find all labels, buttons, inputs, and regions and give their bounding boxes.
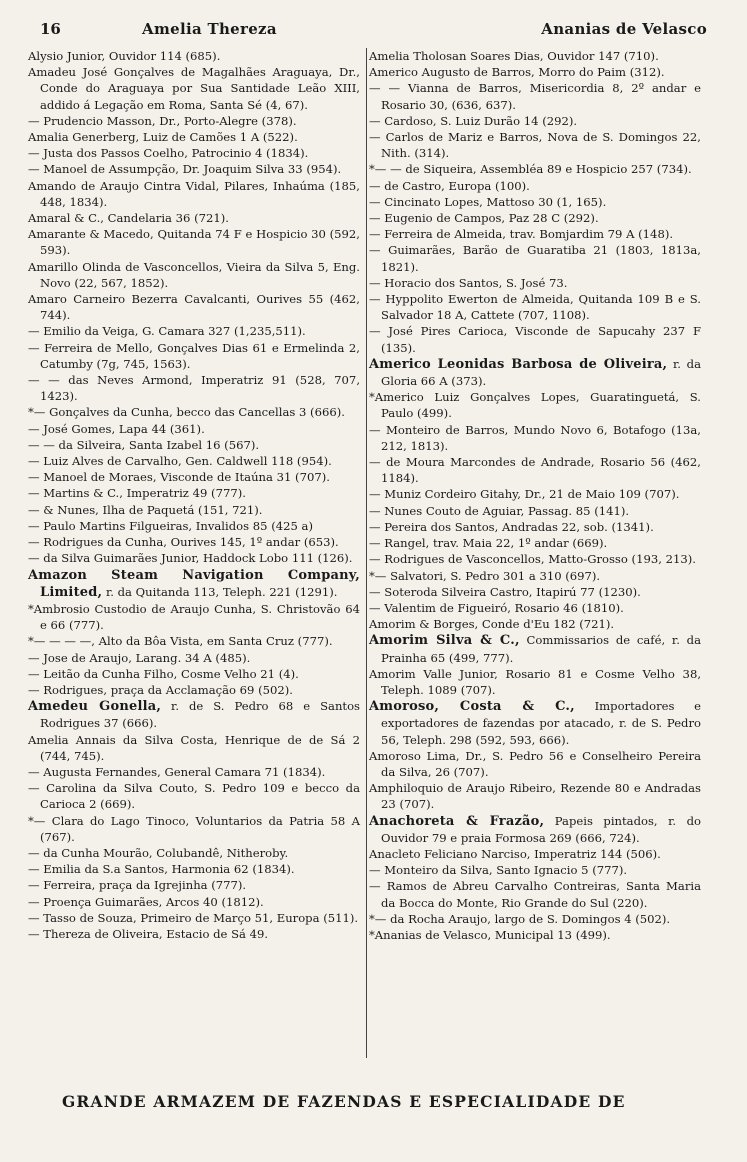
entry-text: — Augusta Fernandes, General Camara 71 (1834). (28, 764, 326, 779)
directory-entry (369, 323, 701, 355)
entry-text: Alysio Junior, Ouvidor 114 (685). (28, 49, 221, 63)
directory-entry (28, 650, 360, 666)
entry-text: — Emilio da Veiga, G. Camara 327 (1,235,511). (28, 324, 306, 339)
directory-entry (28, 534, 360, 550)
entry-text: — Soteroda Silveira Castro, Itapirú 77 (1230). (369, 584, 641, 599)
directory-entry (369, 356, 701, 389)
directory-entry (28, 453, 360, 469)
directory-entry (28, 372, 360, 404)
directory-entry (369, 503, 701, 519)
directory-entry (369, 226, 701, 242)
entry-text: — — das Neves Armond, Imperatriz 91 (528, 707, 1423). (28, 373, 360, 404)
entry-text: Commissarios de café, r. da Prainha 65 (499, 777). (381, 633, 701, 665)
firm-name: Anachoreta & Frazão, (369, 813, 545, 829)
entry-text: — Justa dos Passos Coelho, Patrocinio 4 (1834). (28, 146, 309, 161)
directory-entry (28, 894, 360, 910)
running-head-left: Amelia Thereza (142, 20, 277, 38)
entry-text: Amphiloquio de Araujo Ribeiro, Rezende 80 e Andradas 23 (707). (369, 781, 701, 812)
directory-entry (28, 845, 360, 861)
entry-text: Anacleto Feliciano Narciso, Imperatriz 144 (506). (369, 846, 661, 861)
entry-text: *Americo Luiz Gonçalves Lopes, Guaratinguetá, S. Paulo (499). (369, 390, 701, 421)
directory-entry (369, 666, 701, 698)
directory-entry (28, 161, 360, 177)
entry-text: — Monteiro de Barros, Mundo Novo 6, Botafogo (13a, 212, 1813). (369, 422, 701, 453)
entry-text: — Eugenio de Campos, Paz 28 C (292). (369, 211, 599, 226)
directory-entry (369, 632, 701, 665)
directory-entry (28, 764, 360, 780)
directory-entry (28, 323, 360, 339)
directory-entry (28, 210, 360, 226)
entry-text: Amaro Carneiro Bezerra Cavalcanti, Ourives 55 (462, 744). (28, 292, 360, 323)
entry-text: — Rangel, trav. Maia 22, 1º andar (669). (369, 536, 608, 551)
directory-entry (28, 404, 360, 420)
directory-entry (369, 862, 701, 878)
directory-entry (28, 780, 360, 812)
entry-text: — Manoel de Moraes, Visconde de Itaúna 31 (707). (28, 470, 330, 485)
directory-entry (28, 732, 360, 764)
firm-name: Americo Leonidas Barbosa de Oliveira, (369, 356, 668, 372)
directory-entry (369, 519, 701, 535)
entry-text: — Monteiro da Silva, Santo Ignacio 5 (777). (369, 863, 628, 878)
entry-text: — da Silva Guimarães Junior, Haddock Lobo 111 (126). (28, 551, 353, 566)
directory-entry (369, 389, 701, 421)
entry-text: *Ambrosio Custodio de Araujo Cunha, S. Christovão 64 e 66 (777). (28, 601, 360, 633)
entry-text: — Rodrigues de Vasconcellos, Matto-Grosso (193, 213). (369, 552, 696, 567)
entry-text: — José Pires Carioca, Visconde de Sapucahy 237 F (135). (369, 324, 701, 355)
page-number: 16 (40, 20, 61, 38)
directory-entry (369, 64, 701, 80)
entry-text: r. da Quitanda 113, Teleph. 221 (1291). (102, 584, 338, 599)
entry-text: Amelia Annais da Silva Costa, Henrique de de Sá 2 (744, 745). (28, 732, 360, 763)
directory-entry (369, 584, 701, 600)
directory-entry (369, 275, 701, 291)
entry-text: Amorim & Borges, Conde d'Eu 182 (721). (369, 617, 615, 632)
directory-entry (28, 64, 360, 113)
directory-entry (369, 486, 701, 502)
entry-text: r. da Gloria 66 A (373). (381, 356, 701, 389)
directory-entry (28, 226, 360, 258)
entry-text: — Hyppolito Ewerton de Almeida, Quitanda 109 B e S. Salvador 18 A, Cattete (707, 1108). (369, 292, 701, 323)
entry-text: — Nunes Couto de Aguiar, Passag. 85 (141). (369, 503, 630, 518)
entry-text: — Ramos de Abreu Carvalho Contreiras, Santa Maria da Bocca do Monte, Rio Grande do Sul (220). (369, 879, 701, 910)
directory-entry (369, 878, 701, 910)
firm-name: Amorim Silva & C., (369, 633, 520, 649)
directory-entry (369, 194, 701, 210)
entry-text: — Guimarães, Barão de Guaratiba 21 (1803, 1813a, 1821). (369, 243, 701, 274)
entry-text: — Prudencio Masson, Dr., Porto-Alegre (378). (28, 113, 297, 128)
entry-text: — Leitão da Cunha Filho, Cosme Velho 21 (4). (28, 666, 299, 681)
directory-entry (28, 113, 360, 129)
entry-text: — José Gomes, Lapa 44 (361). (28, 421, 205, 436)
directory-entry (28, 502, 360, 518)
entry-text: Amoroso Lima, Dr., S. Pedro 56 e Conselheiro Pereira da Silva, 26 (707). (369, 748, 701, 779)
directory-entry (28, 129, 360, 145)
entry-text: — Thereza de Oliveira, Estacio de Sá 49. (28, 926, 269, 941)
directory-entry (369, 242, 701, 274)
entry-text: — — Vianna de Barros, Misericordia 8, 2º andar e Rosario 30, (636, 637). (369, 81, 701, 112)
entry-text: — Cardoso, S. Luiz Durão 14 (292). (369, 113, 578, 128)
directory-entry (369, 535, 701, 551)
entry-text: — Ferreira de Almeida, trav. Bomjardim 79 A (148). (369, 227, 674, 242)
firm-name: Amedeu Gonella, (28, 699, 162, 715)
directory-entry (369, 748, 701, 780)
directory-entry (369, 178, 701, 194)
entry-text: — Rodrigues da Cunha, Ourives 145, 1º andar (653). (28, 535, 339, 550)
directory-entry (369, 780, 701, 812)
firm-name: Amoroso, Costa & C., (369, 699, 575, 715)
entry-text: Amarante & Macedo, Quitanda 74 F e Hospicio 30 (592, 593). (28, 227, 360, 258)
left-column (28, 48, 367, 1058)
directory-entry (28, 682, 360, 698)
directory-entry (28, 259, 360, 291)
directory-entry (28, 813, 360, 845)
entry-text: r. de S. Pedro 68 e Santos Rodrigues 37 (666). (40, 699, 360, 731)
entry-text: — Carolina da Silva Couto, S. Pedro 109 e becco da Carioca 2 (669). (28, 781, 360, 812)
directory-entry (369, 911, 701, 927)
entry-text: — & Nunes, Ilha de Paquetá (151, 721). (28, 502, 263, 517)
entry-text: — Carlos de Mariz e Barros, Nova de S. Domingos 22, Nith. (314). (369, 130, 701, 161)
entry-text: — Muniz Cordeiro Gitahy, Dr., 21 de Maio 109 (707). (369, 487, 680, 502)
directory-entry (28, 698, 360, 731)
directory-entry (28, 926, 360, 942)
entry-text: Amelia Tholosan Soares Dias, Ouvidor 147 (710). (369, 49, 659, 63)
entry-text: *— Clara do Lago Tinoco, Voluntarios da Patria 58 A (767). (28, 813, 360, 844)
entry-text: — da Cunha Mourão, Colubandê, Nitheroby. (28, 845, 289, 860)
directory-entry (28, 485, 360, 501)
entry-text: — Ferreira, praça da Igrejinha (777). (28, 878, 247, 893)
page-header (40, 20, 707, 46)
directory-entry (369, 813, 701, 846)
entry-text: *— Salvatori, S. Pedro 301 a 310 (697). (369, 568, 601, 583)
entry-text: — Ferreira de Mello, Gonçalves Dias 61 e Ermelinda 2, Catumby (7g, 745, 1563). (28, 340, 360, 371)
entry-text: *— — de Siqueira, Assembléa 89 e Hospicio 257 (734). (369, 162, 692, 177)
directory-entry (369, 210, 701, 226)
entry-text: — de Castro, Europa (100). (369, 178, 530, 193)
right-column (369, 48, 701, 943)
entry-text: Amando de Araujo Cintra Vidal, Pilares, Inhaúma (185, 448, 1834). (28, 178, 360, 209)
directory-entry (369, 551, 701, 567)
directory-entry (28, 518, 360, 534)
directory-entry (369, 291, 701, 323)
directory-entry (28, 291, 360, 323)
entry-text: Amorim Valle Junior, Rosario 81 e Cosme Velho 38, Teleph. 1089 (707). (369, 666, 701, 697)
directory-entry (28, 601, 360, 633)
entry-text: *— da Rocha Araujo, largo de S. Domingos 4 (502). (369, 911, 671, 926)
directory-entry (28, 550, 360, 566)
directory-entry (369, 600, 701, 616)
entry-text: — Jose de Araujo, Larang. 34 A (485). (28, 650, 251, 665)
entry-text: — Proença Guimarães, Arcos 40 (1812). (28, 894, 264, 909)
directory-entry (369, 422, 701, 454)
entry-text: — Paulo Martins Filgueiras, Invalidos 85 (425 a) (28, 518, 313, 533)
directory-entry (28, 178, 360, 210)
entry-text: Amadeu José Gonçalves de Magalhães Araguaya, Dr., Conde do Araguaya por Sua Santidade Leão XIII, addido á Legação em Roma, Santa Sé (4, 67). (28, 65, 360, 112)
directory-entry (369, 616, 701, 632)
directory-entry (369, 927, 701, 943)
directory-entry (369, 48, 701, 64)
entry-text: Importadores e exportadores de fazendas por atacado, r. de S. Pedro 56, Teleph. 298 (592, 593, 666). (381, 699, 701, 747)
entry-text: — Rodrigues, praça da Acclamação 69 (502). (28, 682, 293, 697)
directory-entry (369, 568, 701, 584)
directory-entry (28, 877, 360, 893)
entry-text: Amalia Generberg, Luiz de Camões 1 A (522). (28, 130, 298, 145)
entry-text: Amaral & C., Candelaria 36 (721). (28, 211, 229, 226)
directory-entry (369, 698, 701, 748)
firm-name: Amazon Steam Navigation Company, Limited, (28, 567, 360, 600)
directory-entry (28, 48, 360, 64)
entry-text: — Manoel de Assumpção, Dr. Joaquim Silva 33 (954). (28, 162, 342, 177)
directory-entry (28, 910, 360, 926)
directory-entry (369, 454, 701, 486)
entry-text: — Tasso de Souza, Primeiro de Março 51, Europa (511). (28, 910, 359, 925)
entry-text: — — da Silveira, Santa Izabel 16 (567). (28, 437, 260, 452)
entry-text: — Pereira dos Santos, Andradas 22, sob. (1341). (369, 519, 654, 534)
directory-entry (369, 846, 701, 862)
entry-text: — de Moura Marcondes de Andrade, Rosario 56 (462, 1184). (369, 455, 701, 486)
directory-entry (28, 145, 360, 161)
directory-entry (28, 421, 360, 437)
footer-banner: GRANDE ARMAZEM DE FAZENDAS E ESPECIALIDADE DE (62, 1092, 626, 1111)
directory-entry (28, 340, 360, 372)
directory-entry (369, 80, 701, 112)
directory-entry (369, 113, 701, 129)
entry-text: *Ananias de Velasco, Municipal 13 (499). (369, 927, 611, 942)
directory-entry (28, 437, 360, 453)
entry-text: Amarillo Olinda de Vasconcellos, Vieira da Silva 5, Eng. Novo (22, 567, 1852). (28, 259, 360, 290)
entry-text: *— — — —, Alto da Bôa Vista, em Santa Cruz (777). (28, 634, 333, 649)
entry-text: — Luiz Alves de Carvalho, Gen. Caldwell 118 (954). (28, 454, 332, 469)
directory-entry (28, 861, 360, 877)
entry-text: — Cincinato Lopes, Mattoso 30 (1, 165). (369, 194, 607, 209)
entry-text: Papeis pintados, r. do Ouvidor 79 e praia Formosa 269 (666, 724). (381, 813, 701, 845)
entry-text: *— Gonçalves da Cunha, becco das Cancellas 3 (666). (28, 405, 345, 420)
entry-text: — Valentim de Figueiró, Rosario 46 (1810). (369, 600, 624, 615)
entry-text: Americo Augusto de Barros, Morro do Paim (312). (369, 65, 665, 80)
directory-entry (369, 129, 701, 161)
directory-entry (28, 567, 360, 601)
directory-entry (28, 666, 360, 682)
directory-entry (28, 469, 360, 485)
running-head-right: Ananias de Velasco (541, 20, 707, 38)
entry-text: — Horacio dos Santos, S. José 73. (369, 275, 568, 290)
entry-text: — Emilia da S.a Santos, Harmonia 62 (1834). (28, 862, 295, 877)
directory-entry (369, 161, 701, 177)
directory-entry (28, 633, 360, 649)
entry-text: — Martins & C., Imperatriz 49 (777). (28, 486, 246, 501)
